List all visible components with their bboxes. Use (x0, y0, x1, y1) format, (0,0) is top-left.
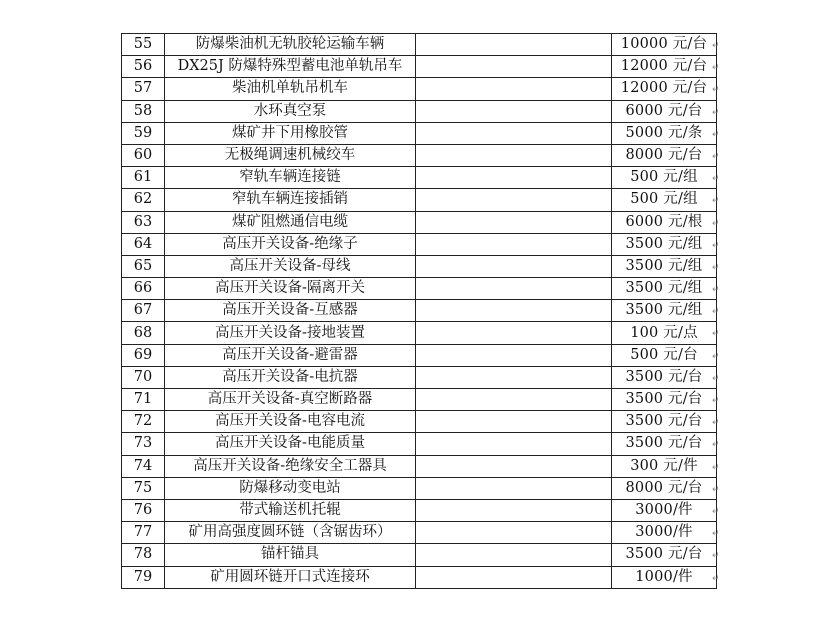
table-row (122, 366, 717, 388)
row-number-cell: 66 (122, 278, 165, 300)
paragraph-mark-icon: ↵ (712, 41, 720, 51)
empty-cell (416, 255, 612, 277)
empty-cell (416, 366, 612, 388)
item-name-cell: 无极绳调速机械绞车 (165, 144, 416, 166)
price-cell: 3000/件 (612, 522, 717, 544)
table-row (122, 477, 717, 499)
table-row (122, 100, 717, 122)
paragraph-mark-icon: ↵ (712, 551, 720, 561)
item-name-cell: 防爆柴油机无轨胶轮运输车辆 (165, 34, 416, 56)
price-cell: 10000 元/台 (612, 34, 717, 56)
row-number-cell: 64 (122, 233, 165, 255)
empty-cell (416, 78, 612, 100)
row-number-cell: 58 (122, 100, 165, 122)
price-cell: 3500 元/台 (612, 544, 717, 566)
empty-cell (416, 189, 612, 211)
item-name-cell: 高压开关设备-接地装置 (165, 322, 416, 344)
table-row (122, 122, 717, 144)
row-number-cell: 69 (122, 344, 165, 366)
empty-cell (416, 566, 612, 588)
paragraph-mark-icon: ↵ (712, 529, 720, 539)
item-name-cell: 煤矿井下用橡胶管 (165, 122, 416, 144)
price-cell: 6000 元/根 (612, 211, 717, 233)
paragraph-mark-icon: ↵ (712, 418, 720, 428)
item-name-cell: 高压开关设备-绝缘子 (165, 233, 416, 255)
paragraph-mark-icon: ↵ (712, 352, 720, 362)
row-number-cell: 73 (122, 433, 165, 455)
item-name-cell: 柴油机单轨吊机车 (165, 78, 416, 100)
row-number-cell: 76 (122, 499, 165, 521)
table-row (122, 78, 717, 100)
table-row (122, 300, 717, 322)
empty-cell (416, 122, 612, 144)
table-row (122, 56, 717, 78)
paragraph-mark-icon: ↵ (712, 574, 720, 584)
price-cell: 500 元/台 (612, 344, 717, 366)
table-body (122, 34, 717, 589)
price-cell: 3500 元/组 (612, 255, 717, 277)
row-number-cell: 63 (122, 211, 165, 233)
paragraph-mark-icon: ↵ (712, 285, 720, 295)
row-number-cell: 71 (122, 389, 165, 411)
row-number-cell: 65 (122, 255, 165, 277)
table-row (122, 211, 717, 233)
empty-cell (416, 477, 612, 499)
item-name-cell: 高压开关设备-绝缘安全工器具 (165, 455, 416, 477)
paragraph-mark-icon: ↵ (712, 241, 720, 251)
table-row (122, 433, 717, 455)
item-name-cell: 矿用高强度圆环链（含锯齿环） (165, 522, 416, 544)
paragraph-mark-icon: ↵ (712, 108, 720, 118)
row-number-cell: 79 (122, 566, 165, 588)
item-name-cell: 高压开关设备-电能质量 (165, 433, 416, 455)
table-row (122, 344, 717, 366)
paragraph-mark-icon: ↵ (712, 329, 720, 339)
paragraph-mark-icon: ↵ (712, 463, 720, 473)
table-row (122, 566, 717, 588)
empty-cell (416, 278, 612, 300)
empty-cell (416, 411, 612, 433)
empty-cell (416, 56, 612, 78)
price-cell: 3500 元/台 (612, 433, 717, 455)
price-cell: 3500 元/台 (612, 366, 717, 388)
price-cell: 6000 元/台 (612, 100, 717, 122)
paragraph-mark-icon: ↵ (712, 152, 720, 162)
price-cell: 500 元/组 (612, 189, 717, 211)
table-row (122, 389, 717, 411)
row-number-cell: 70 (122, 366, 165, 388)
empty-cell (416, 144, 612, 166)
paragraph-mark-icon: ↵ (712, 440, 720, 450)
empty-cell (416, 233, 612, 255)
price-cell: 300 元/件 (612, 455, 717, 477)
table-row (122, 522, 717, 544)
table-row (122, 144, 717, 166)
paragraph-mark-icon: ↵ (712, 263, 720, 273)
row-number-cell: 60 (122, 144, 165, 166)
item-name-cell: 高压开关设备-电容电流 (165, 411, 416, 433)
empty-cell (416, 300, 612, 322)
empty-cell (416, 167, 612, 189)
row-number-cell: 57 (122, 78, 165, 100)
empty-cell (416, 544, 612, 566)
table-row (122, 499, 717, 521)
paragraph-mark-icon: ↵ (712, 85, 720, 95)
empty-cell (416, 455, 612, 477)
empty-cell (416, 100, 612, 122)
row-number-cell: 55 (122, 34, 165, 56)
table-row (122, 278, 717, 300)
item-name-cell: 高压开关设备-真空断路器 (165, 389, 416, 411)
row-number-cell: 59 (122, 122, 165, 144)
item-name-cell: 煤矿阻燃通信电缆 (165, 211, 416, 233)
paragraph-mark-icon: ↵ (712, 196, 720, 206)
row-number-cell: 67 (122, 300, 165, 322)
row-number-cell: 75 (122, 477, 165, 499)
empty-cell (416, 499, 612, 521)
price-cell: 1000/件 (612, 566, 717, 588)
row-number-cell: 72 (122, 411, 165, 433)
price-cell: 500 元/组 (612, 167, 717, 189)
table-row (122, 411, 717, 433)
price-cell: 3500 元/组 (612, 233, 717, 255)
price-cell: 12000 元/台 (612, 78, 717, 100)
empty-cell (416, 34, 612, 56)
row-number-cell: 61 (122, 167, 165, 189)
price-table (121, 33, 717, 589)
price-cell: 3500 元/台 (612, 389, 717, 411)
price-cell: 8000 元/台 (612, 477, 717, 499)
price-cell: 100 元/点 (612, 322, 717, 344)
row-number-cell: 62 (122, 189, 165, 211)
price-cell: 3500 元/组 (612, 278, 717, 300)
paragraph-mark-icon: ↵ (712, 307, 720, 317)
item-name-cell: 高压开关设备-互感器 (165, 300, 416, 322)
empty-cell (416, 433, 612, 455)
item-name-cell: 窄轨车辆连接链 (165, 167, 416, 189)
table-row (122, 34, 717, 56)
price-cell: 8000 元/台 (612, 144, 717, 166)
item-name-cell: 水环真空泵 (165, 100, 416, 122)
empty-cell (416, 344, 612, 366)
item-name-cell: 带式输送机托辊 (165, 499, 416, 521)
empty-cell (416, 389, 612, 411)
price-cell: 3500 元/组 (612, 300, 717, 322)
table-row (122, 322, 717, 344)
price-cell: 3500 元/台 (612, 411, 717, 433)
paragraph-mark-icon: ↵ (712, 130, 720, 140)
item-name-cell: 高压开关设备-避雷器 (165, 344, 416, 366)
item-name-cell: DX25J 防爆特殊型蓄电池单轨吊车 (165, 56, 416, 78)
item-name-cell: 锚杆锚具 (165, 544, 416, 566)
paragraph-mark-icon: ↵ (712, 485, 720, 495)
row-number-cell: 56 (122, 56, 165, 78)
paragraph-mark-icon: ↵ (712, 63, 720, 73)
item-name-cell: 高压开关设备-电抗器 (165, 366, 416, 388)
table-row (122, 544, 717, 566)
paragraph-mark-icon: ↵ (712, 396, 720, 406)
paragraph-mark-icon: ↵ (712, 174, 720, 184)
row-number-cell: 77 (122, 522, 165, 544)
item-name-cell: 窄轨车辆连接插销 (165, 189, 416, 211)
item-name-cell: 矿用圆环链开口式连接环 (165, 566, 416, 588)
item-name-cell: 高压开关设备-母线 (165, 255, 416, 277)
table-row (122, 255, 717, 277)
paragraph-mark-icon: ↵ (712, 374, 720, 384)
table-row (122, 167, 717, 189)
price-cell: 12000 元/台 (612, 56, 717, 78)
table-row (122, 233, 717, 255)
paragraph-mark-icon: ↵ (712, 219, 720, 229)
row-number-cell: 74 (122, 455, 165, 477)
empty-cell (416, 522, 612, 544)
price-cell: 5000 元/条 (612, 122, 717, 144)
empty-cell (416, 322, 612, 344)
table-row (122, 189, 717, 211)
item-name-cell: 高压开关设备-隔离开关 (165, 278, 416, 300)
row-number-cell: 78 (122, 544, 165, 566)
paragraph-mark-icon: ↵ (712, 507, 720, 517)
row-number-cell: 68 (122, 322, 165, 344)
price-cell: 3000/件 (612, 499, 717, 521)
table-row (122, 455, 717, 477)
empty-cell (416, 211, 612, 233)
item-name-cell: 防爆移动变电站 (165, 477, 416, 499)
